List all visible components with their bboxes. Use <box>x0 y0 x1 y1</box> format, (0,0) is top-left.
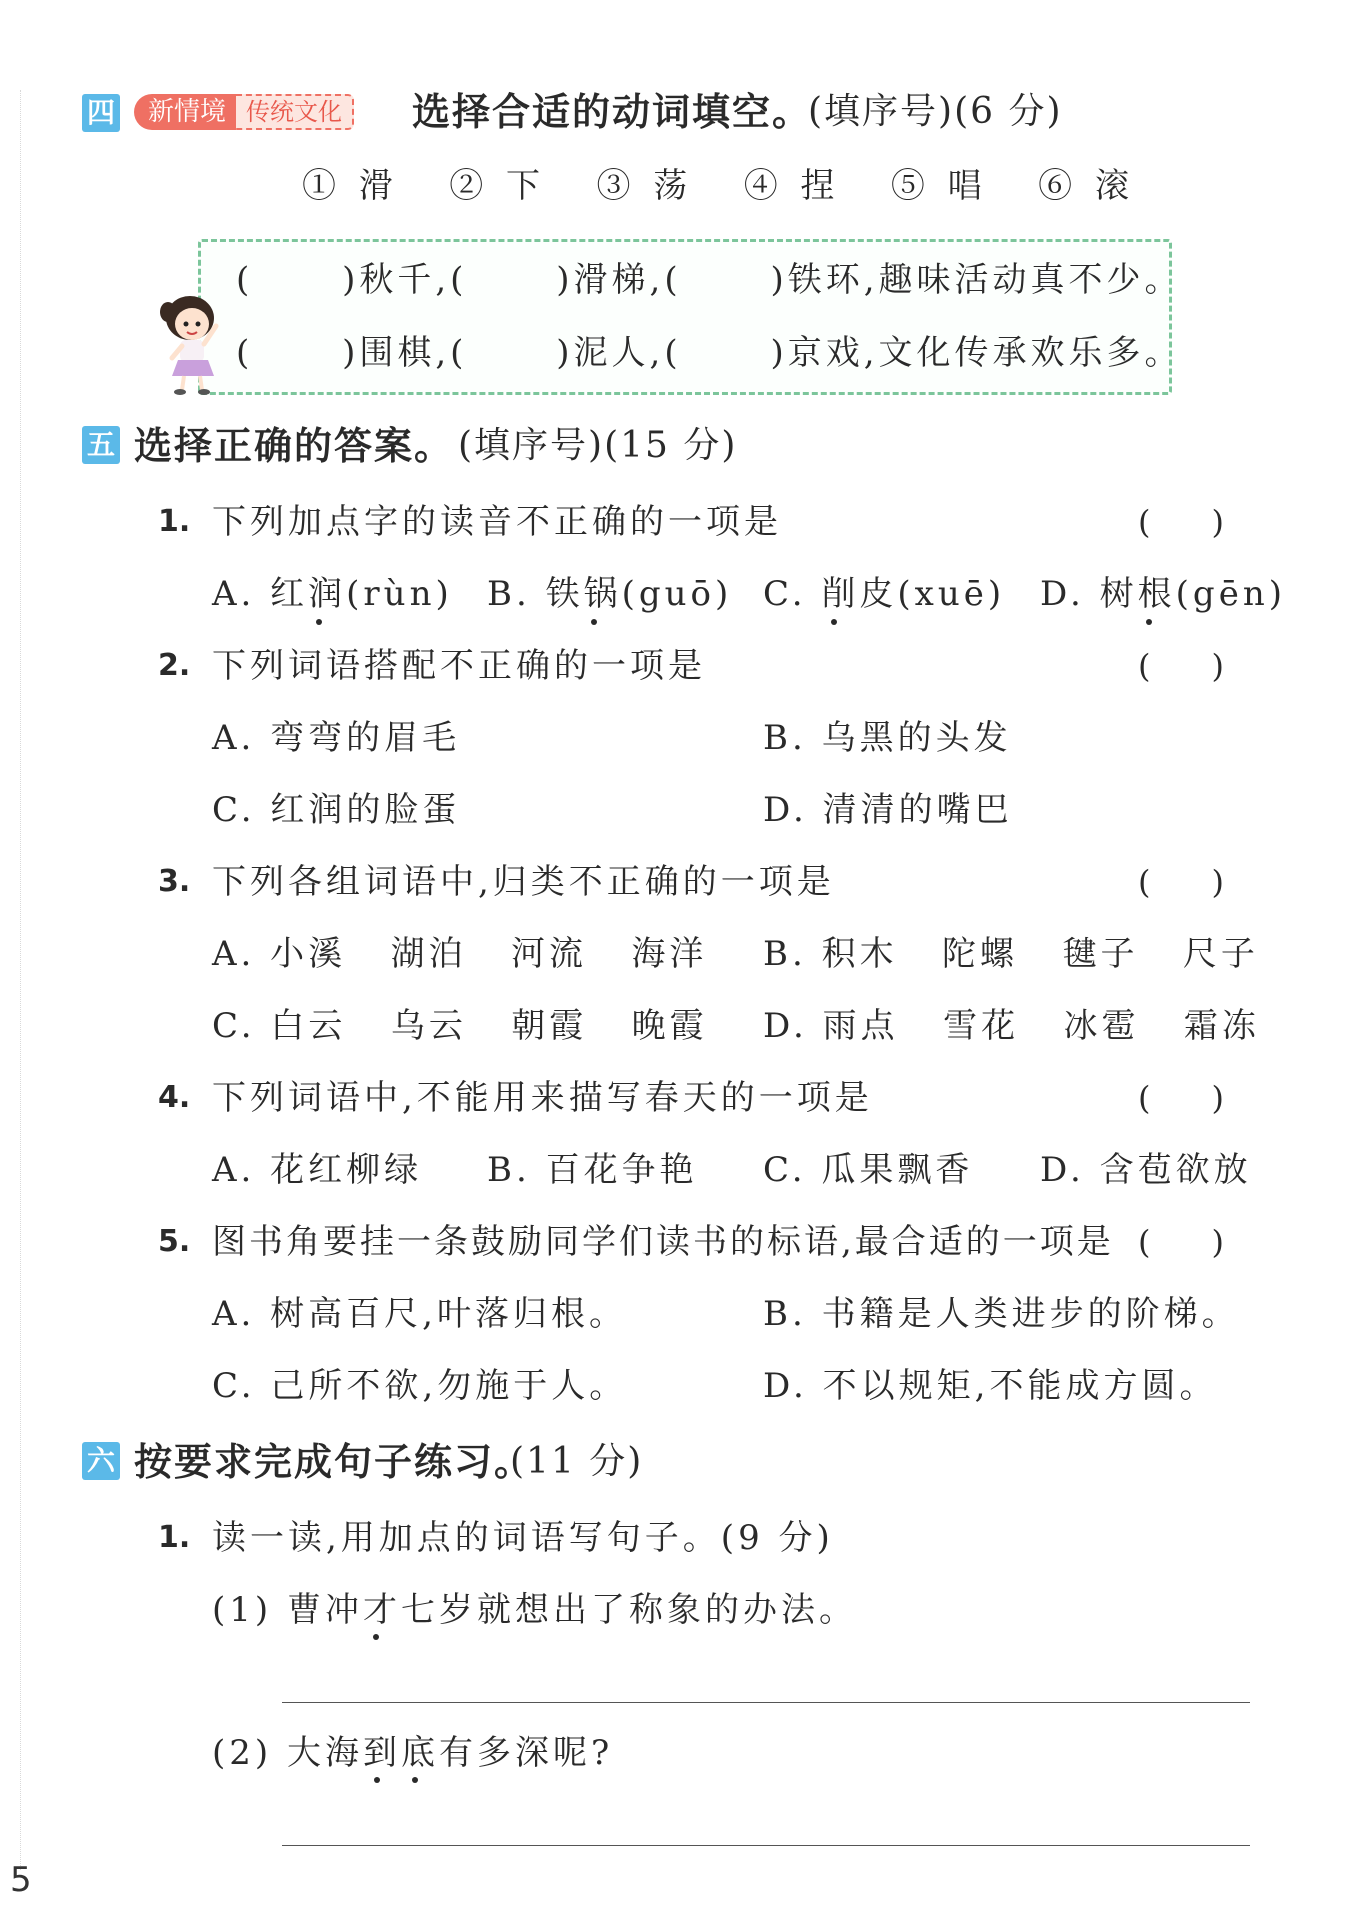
q2-option-c: C. 红润的脸蛋 <box>212 790 461 830</box>
q5-number: 5. <box>158 1224 191 1259</box>
new-context-tag <box>134 94 354 130</box>
emphasis-dot <box>831 619 837 625</box>
q3-option-a: A. 小溪 湖泊 河流 海洋 <box>212 934 708 974</box>
q4-number: 4. <box>158 1080 191 1115</box>
q3-option-d: D. 雨点 雪花 冰雹 霜冻 <box>763 1006 1260 1046</box>
q5-answer: ( ) <box>1138 1223 1224 1261</box>
sentence-2: (2) 大海到底有多深呢? <box>212 1733 614 1773</box>
q4-option-b: B. 百花争艳 <box>487 1150 698 1190</box>
q1-number: 1. <box>158 504 191 539</box>
section-5-title: 选择正确的答案。 <box>134 424 455 468</box>
section-4-title: 选择合适的动词填空。 <box>412 90 813 134</box>
sentence-1: (1) 曹冲才七岁就想出了称象的办法。 <box>212 1590 857 1630</box>
q2-option-d: D. 清清的嘴巴 <box>763 790 1013 830</box>
emphasis-dot <box>591 619 597 625</box>
section-6-note: (11 分) <box>510 1441 644 1482</box>
fill-line-1: ( )秋千,( )滑梯,( )铁环,趣味活动真不少。 <box>236 260 1183 300</box>
page-number: 5 <box>10 1860 32 1900</box>
q4-option-d: D. 含苞欲放 <box>1040 1150 1252 1190</box>
emphasis-dot <box>412 1777 418 1783</box>
q4-option-a: A. 花红柳绿 <box>212 1150 423 1190</box>
emphasis-dot <box>373 1634 379 1640</box>
section-5-badge: 五 <box>82 426 120 464</box>
q3-option-b: B. 积木 陀螺 毽子 尺子 <box>763 934 1259 974</box>
girl-illustration <box>150 296 240 396</box>
q2-option-b: B. 乌黑的头发 <box>763 718 1012 758</box>
section-6-badge: 六 <box>82 1442 120 1480</box>
section-4-badge: 四 <box>82 94 120 132</box>
margin-line <box>20 90 21 1870</box>
q4-answer: ( ) <box>1138 1079 1224 1117</box>
q2-option-a: A. 弯弯的眉毛 <box>212 718 461 758</box>
q3-text: 下列各组词语中,归类不正确的一项是 <box>212 862 835 902</box>
tag-main: 新情境 <box>134 94 236 130</box>
q1-option-b: B. 铁锅(guō) <box>487 574 733 614</box>
q2-answer: ( ) <box>1138 647 1224 685</box>
q2-number: 2. <box>158 648 191 683</box>
tag-sub: 传统文化 <box>236 94 354 130</box>
q5-option-d: D. 不以规矩,不能成方圆。 <box>763 1366 1218 1406</box>
q5-option-b: B. 书籍是人类进步的阶梯。 <box>763 1294 1240 1334</box>
q1-text: 下列加点字的读音不正确的一项是 <box>212 502 782 542</box>
s6-q1-number: 1. <box>158 1520 191 1555</box>
q1-answer: ( ) <box>1138 503 1224 541</box>
section-6-title: 按要求完成句子练习。 <box>134 1440 535 1484</box>
q5-option-a: A. 树高百尺,叶落归根。 <box>212 1294 627 1334</box>
q1-option-a: A. 红润(rùn) <box>212 574 453 614</box>
q3-number: 3. <box>158 864 191 899</box>
section-5-note: (填序号)(15 分) <box>458 425 738 466</box>
emphasis-dot <box>316 619 322 625</box>
emphasis-dot <box>374 1777 380 1783</box>
section-4-note: (填序号)(6 分) <box>808 91 1063 132</box>
answer-line-1[interactable] <box>282 1702 1250 1703</box>
q3-answer: ( ) <box>1138 863 1224 901</box>
q5-text: 图书角要挂一条鼓励同学们读书的标语,最合适的一项是 <box>212 1222 1114 1262</box>
q1-option-c: C. 削皮(xuē) <box>763 574 1006 614</box>
q4-text: 下列词语中,不能用来描写春天的一项是 <box>212 1078 873 1118</box>
verb-options: ① 滑 ② 下 ③ 荡 ④ 捏 ⑤ 唱 ⑥ 滚 <box>302 166 1135 206</box>
answer-line-2[interactable] <box>282 1845 1250 1846</box>
fill-line-2: ( )围棋,( )泥人,( )京戏,文化传承欢乐多。 <box>236 333 1183 373</box>
q1-option-d: D. 树根(gēn) <box>1040 574 1286 614</box>
q3-option-c: C. 白云 乌云 朝霞 晚霞 <box>212 1006 708 1046</box>
q2-text: 下列词语搭配不正确的一项是 <box>212 646 706 686</box>
q5-option-c: C. 己所不欲,勿施于人。 <box>212 1366 628 1406</box>
q4-option-c: C. 瓜果飘香 <box>763 1150 974 1190</box>
emphasis-dot <box>1146 619 1152 625</box>
s6-q1-text: 读一读,用加点的词语写句子。(9 分) <box>212 1518 834 1558</box>
